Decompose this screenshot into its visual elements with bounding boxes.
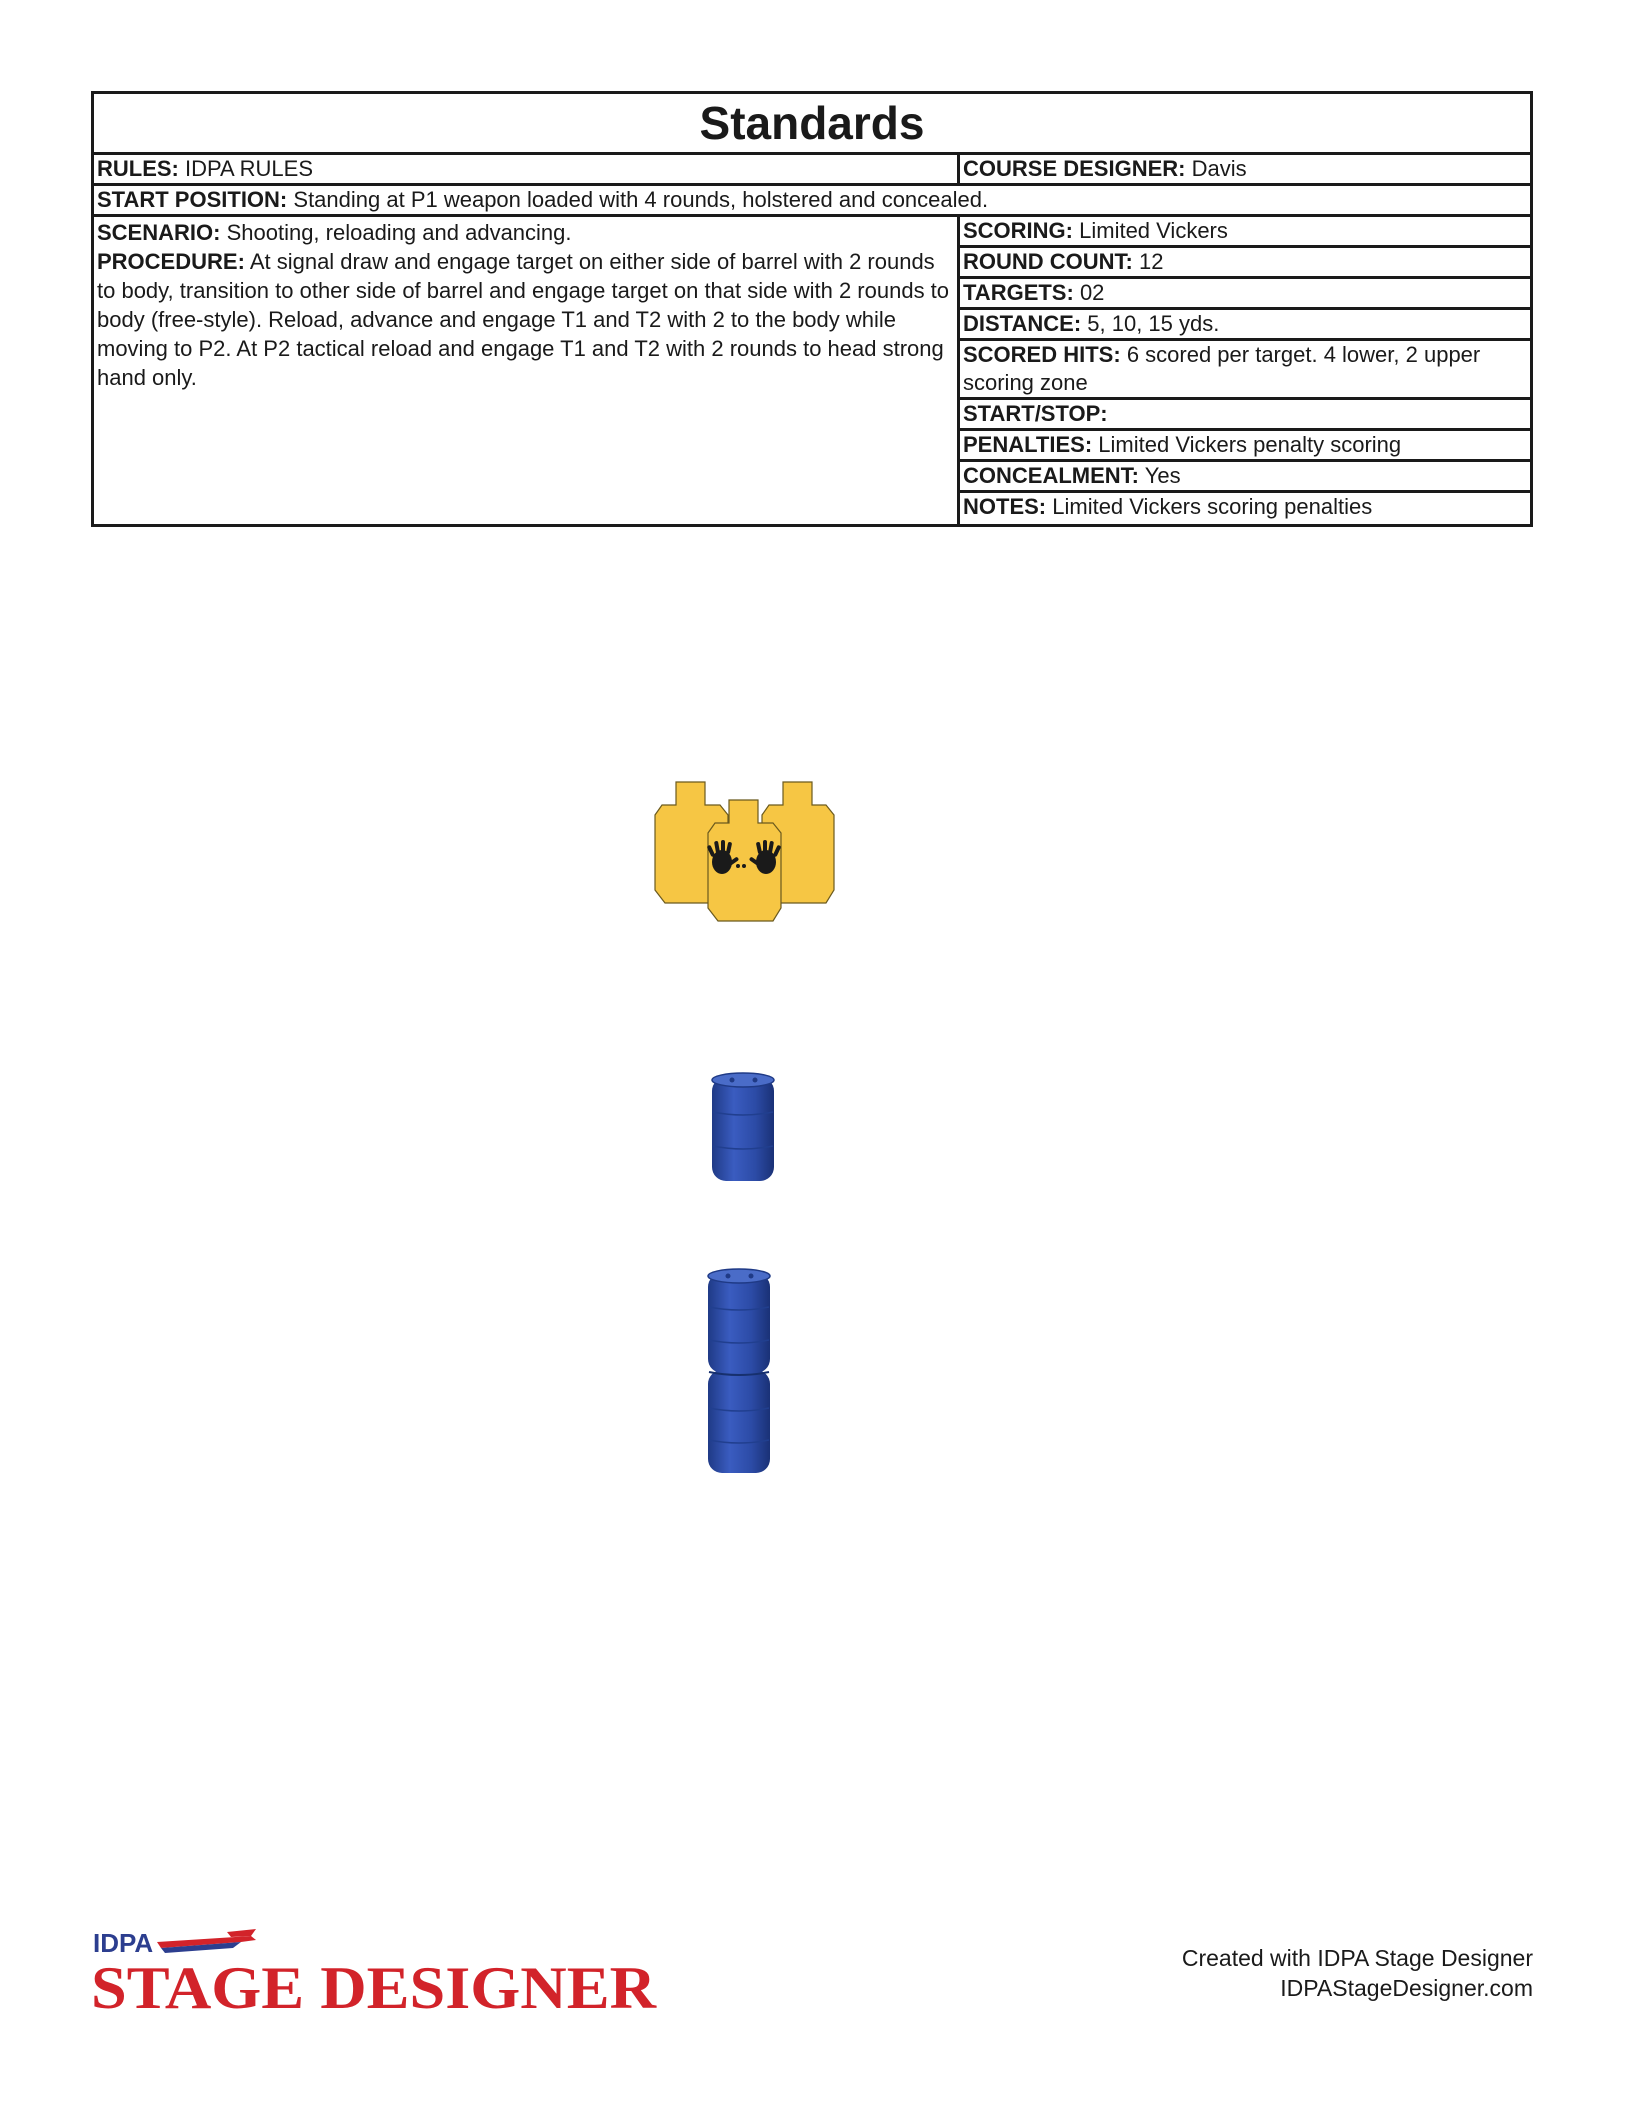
detail-value: Yes <box>1144 463 1181 488</box>
rules-value: IDPA RULES <box>185 156 313 181</box>
flag-icon <box>157 1929 256 1953</box>
detail-label: CONCEALMENT: <box>963 463 1139 488</box>
logo-large-text: STAGE DESIGNER <box>91 1955 657 2018</box>
scenario-label: SCENARIO: <box>97 220 221 245</box>
detail-label: TARGETS: <box>963 280 1074 305</box>
detail-label: SCORING: <box>963 218 1073 243</box>
procedure-label: PROCEDURE: <box>97 249 245 274</box>
detail-label: START/STOP: <box>963 401 1108 426</box>
dot <box>736 864 740 868</box>
detail-label: NOTES: <box>963 494 1047 519</box>
procedure-value: At signal draw and engage target on either side of barrel with 2 rounds to body, transition to other side of barrel and engage target on that side with 2 rounds to body (free-style). Reload, advance and engage T1 and T2 with 2 to the body while moving to P2. At P2 tactical reload and engage T1 and T2 with 2 rounds to head strong hand only. <box>97 249 950 390</box>
detail-value: Limited Vickers <box>1079 218 1228 243</box>
logo-small-text: IDPA <box>93 1928 154 1958</box>
detail-value: Limited Vickers scoring penalties <box>1052 494 1373 519</box>
detail-value: 5, 10, 15 yds. <box>1087 311 1220 336</box>
detail-value: 6 scored per target. 4 lower, 2 upper scoring zone <box>963 342 1481 395</box>
detail-value: Limited Vickers penalty scoring <box>1098 432 1402 457</box>
dot <box>742 864 746 868</box>
detail-label: DISTANCE: <box>963 311 1082 336</box>
designer-label: COURSE DESIGNER: <box>963 156 1186 181</box>
detail-label: ROUND COUNT: <box>963 249 1133 274</box>
stage-designer-logo <box>91 1928 661 2018</box>
start-position-label: START POSITION: <box>97 187 288 212</box>
rules-label: RULES: <box>97 156 179 181</box>
designer-value: Davis <box>1191 156 1247 181</box>
stage-title: Standards <box>94 94 1530 155</box>
detail-label: SCORED HITS: <box>963 342 1121 367</box>
detail-label: PENALTIES: <box>963 432 1093 457</box>
barrel-single <box>712 1073 774 1181</box>
credits-website: IDPAStageDesigner.com <box>1280 1975 1533 2001</box>
scenario-value: Shooting, reloading and advancing. <box>226 220 572 245</box>
detail-value: 12 <box>1139 249 1164 274</box>
detail-value: 02 <box>1079 280 1105 305</box>
start-position-value: Standing at P1 weapon loaded with 4 rounds, holstered and concealed. <box>293 187 989 212</box>
credits <box>1182 1943 1533 2003</box>
credits-line: Created with IDPA Stage Designer <box>1181 1945 1533 1971</box>
barrel-stack <box>708 1269 770 1473</box>
